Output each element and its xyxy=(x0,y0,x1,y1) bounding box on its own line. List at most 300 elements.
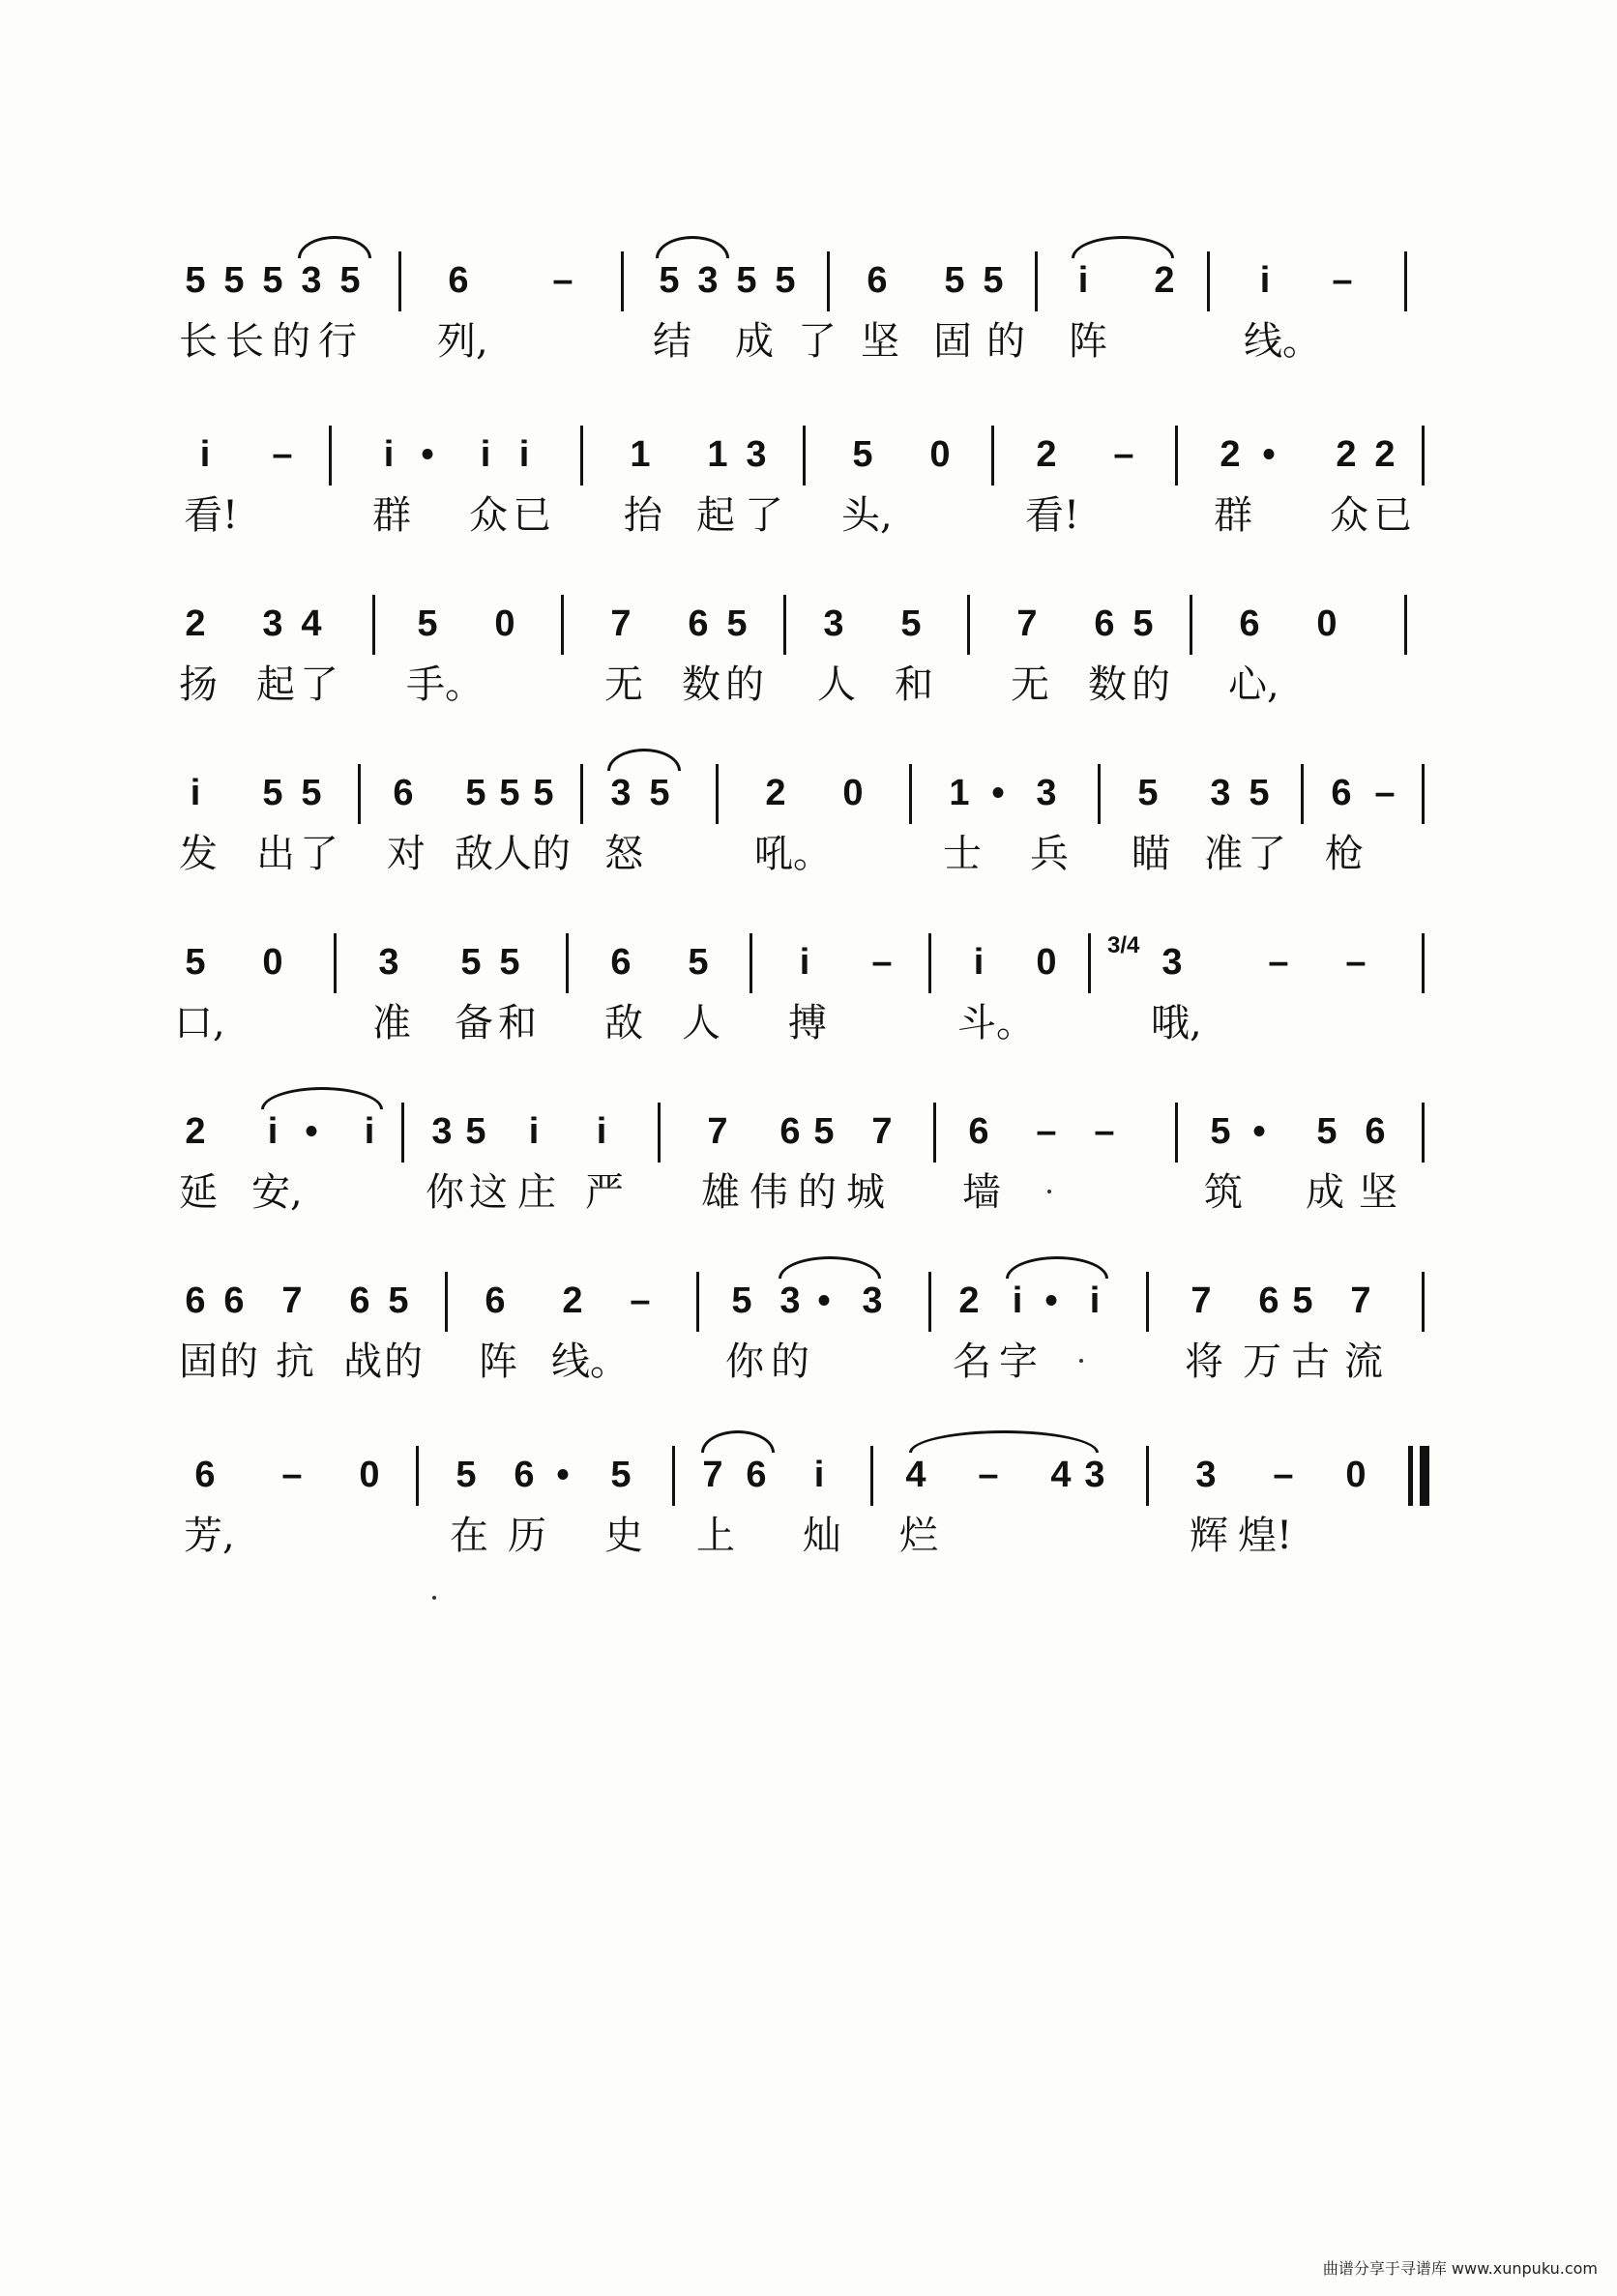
lyric-char: 吼。 xyxy=(754,832,832,876)
note: 6 xyxy=(968,1111,989,1152)
note: i xyxy=(1012,1280,1023,1321)
lyric-char: 对 xyxy=(387,832,426,876)
lyric-char: 准 xyxy=(372,1001,411,1045)
note: 3 xyxy=(610,773,632,813)
note: 5 xyxy=(813,1111,835,1152)
note: i xyxy=(799,942,810,983)
note: 5 xyxy=(185,260,206,301)
note: 6 xyxy=(185,1280,206,1321)
lyric-char: 群 xyxy=(1214,493,1252,538)
note: 7 xyxy=(610,603,632,644)
lyric-char: 无 xyxy=(1011,662,1049,707)
note: 3 xyxy=(1195,1455,1217,1495)
barline xyxy=(372,595,375,655)
note: 5 xyxy=(731,1280,752,1321)
barline xyxy=(416,1446,419,1506)
note: 3 xyxy=(1084,1455,1105,1495)
note: 3 xyxy=(301,260,322,301)
note: 6 xyxy=(688,603,709,644)
note: 5 xyxy=(262,260,283,301)
note: 5 xyxy=(456,1455,477,1495)
note: 1 xyxy=(949,773,970,813)
note: i xyxy=(364,1111,375,1152)
note: 5 xyxy=(610,1455,632,1495)
speck xyxy=(432,1596,436,1600)
lyrics-line xyxy=(174,1168,1431,1217)
dash: – xyxy=(1374,773,1396,813)
note: 6 xyxy=(779,1111,801,1152)
lyrics-line xyxy=(174,317,1431,366)
lyric-char: 已 xyxy=(1373,493,1412,538)
lyric-char: 已 xyxy=(513,493,551,538)
dash: – xyxy=(552,260,573,301)
note: 0 xyxy=(842,773,864,813)
note: 0 xyxy=(1316,603,1338,644)
lyric-char: 坚 xyxy=(861,319,899,364)
note: 0 xyxy=(359,1455,380,1495)
note: i xyxy=(813,1455,825,1495)
note: 5 xyxy=(1249,773,1270,813)
lyric-char: 字 xyxy=(999,1339,1038,1384)
note: 2 xyxy=(1036,434,1057,475)
lyric-char: 的 xyxy=(220,1339,258,1384)
lyric-char: 延 xyxy=(179,1170,218,1215)
lyric-char: 煌! xyxy=(1238,1514,1293,1558)
slur xyxy=(909,1430,1099,1453)
notation-line xyxy=(174,416,1431,503)
lyric-char: 你 xyxy=(426,1170,464,1215)
lyric-char: 古 xyxy=(1291,1339,1330,1384)
dot: • xyxy=(991,773,1005,813)
note: 3 xyxy=(262,603,283,644)
lyric-char: 灿 xyxy=(803,1514,841,1558)
slur xyxy=(779,1256,881,1279)
notation-line xyxy=(174,924,1431,1011)
lyric-char: 数 xyxy=(1088,662,1127,707)
dash: – xyxy=(1268,942,1289,983)
slur xyxy=(1072,236,1174,258)
lyric-char: 历 xyxy=(508,1514,546,1558)
barline xyxy=(1146,1446,1149,1506)
note: 7 xyxy=(707,1111,728,1152)
lyric-char: 众 xyxy=(469,493,508,538)
lyric-char: 墙 xyxy=(962,1170,1001,1215)
note: 5 xyxy=(900,603,922,644)
note: 6 xyxy=(194,1455,216,1495)
lyric-char: 了 xyxy=(798,319,837,364)
lyric-char: 的 xyxy=(798,1170,837,1215)
lyric-char: 长 xyxy=(225,319,264,364)
dash: – xyxy=(1036,1111,1057,1152)
dash: – xyxy=(978,1455,999,1495)
lyric-char: 城 xyxy=(846,1170,885,1215)
note: 1 xyxy=(707,434,728,475)
system-1 xyxy=(174,242,1431,387)
note: 5 xyxy=(185,942,206,983)
note: 5 xyxy=(649,773,670,813)
barline xyxy=(909,764,912,824)
note: 5 xyxy=(1316,1111,1338,1152)
note: 0 xyxy=(1036,942,1057,983)
lyric-char: 哦, xyxy=(1151,1001,1202,1045)
note: 5 xyxy=(852,434,873,475)
lyric-char: 的 xyxy=(986,319,1025,364)
lyrics-line xyxy=(174,999,1431,1047)
lyric-char: 了 xyxy=(300,832,338,876)
note: 6 xyxy=(610,942,632,983)
barline xyxy=(696,1272,699,1332)
note: 7 xyxy=(1016,603,1038,644)
lyric-char: 准 xyxy=(1204,832,1243,876)
speck xyxy=(1079,1359,1083,1363)
barline xyxy=(621,251,624,311)
dash: – xyxy=(871,942,893,983)
note: 3 xyxy=(1036,773,1057,813)
barline xyxy=(561,595,564,655)
lyric-char: 你 xyxy=(725,1339,764,1384)
note: 2 xyxy=(765,773,786,813)
lyrics-line xyxy=(174,661,1431,709)
note: 6 xyxy=(1331,773,1352,813)
dot: • xyxy=(556,1455,570,1495)
note: 2 xyxy=(1154,260,1175,301)
note: 5 xyxy=(223,260,245,301)
dash: – xyxy=(630,1280,651,1321)
note: 5 xyxy=(465,1111,486,1152)
slur xyxy=(298,236,371,258)
lyric-char: 众 xyxy=(1330,493,1368,538)
lyric-char: 看! xyxy=(1025,493,1080,538)
lyric-char: 搏 xyxy=(788,1001,827,1045)
slur xyxy=(701,1430,775,1453)
dash: – xyxy=(1094,1111,1115,1152)
barline xyxy=(445,1272,448,1332)
note: 7 xyxy=(281,1280,303,1321)
note: 5 xyxy=(417,603,438,644)
note: 2 xyxy=(185,1111,206,1152)
barline xyxy=(401,1103,404,1163)
note: 5 xyxy=(339,260,361,301)
note: 5 xyxy=(1210,1111,1231,1152)
note: i xyxy=(190,773,201,813)
note: i xyxy=(199,434,211,475)
barline xyxy=(933,1103,936,1163)
lyric-char: 烂 xyxy=(899,1514,938,1558)
barline xyxy=(1035,251,1038,311)
lyric-char: 和 xyxy=(895,662,933,707)
note: 3 xyxy=(1210,773,1231,813)
lyric-char: 了 xyxy=(1248,832,1286,876)
note: 6 xyxy=(448,260,469,301)
barline xyxy=(1088,933,1091,993)
slur xyxy=(1006,1256,1108,1279)
barline xyxy=(1422,1103,1425,1163)
lyrics-line xyxy=(174,491,1431,540)
note: 0 xyxy=(1345,1455,1367,1495)
dot: • xyxy=(421,434,434,475)
lyric-char: 了 xyxy=(300,662,338,707)
speck xyxy=(1047,1190,1051,1193)
lyric-char: 无 xyxy=(604,662,643,707)
note: 2 xyxy=(1220,434,1241,475)
notation-line xyxy=(174,754,1431,841)
lyric-char: 抬 xyxy=(624,493,662,538)
barline xyxy=(967,595,970,655)
barline xyxy=(1098,764,1101,824)
note: 1 xyxy=(630,434,651,475)
lyric-char: 线。 xyxy=(1244,319,1321,364)
note: 6 xyxy=(1239,603,1260,644)
lyrics-line xyxy=(174,830,1431,878)
note: 5 xyxy=(533,773,554,813)
lyric-char: 怒 xyxy=(604,832,643,876)
lyric-char: 人 xyxy=(493,832,532,876)
note: 6 xyxy=(746,1455,767,1495)
note: i xyxy=(480,434,491,475)
barline xyxy=(329,426,332,486)
note: 6 xyxy=(393,773,414,813)
lyric-char: 战 xyxy=(343,1339,382,1384)
note: 5 xyxy=(983,260,1004,301)
barline xyxy=(783,595,786,655)
lyric-char: 口, xyxy=(174,1001,225,1045)
lyric-char: 的 xyxy=(771,1339,809,1384)
lyric-char: 的 xyxy=(384,1339,423,1384)
dash: – xyxy=(1113,434,1134,475)
dot: • xyxy=(1044,1280,1058,1321)
lyric-char: 线。 xyxy=(551,1339,629,1384)
lyrics-line xyxy=(174,1338,1431,1386)
system-2 xyxy=(174,416,1431,561)
note: 5 xyxy=(388,1280,409,1321)
note: i xyxy=(596,1111,607,1152)
note: 5 xyxy=(944,260,965,301)
system-8 xyxy=(174,1436,1431,1581)
barline xyxy=(1175,426,1178,486)
note: 5 xyxy=(460,942,482,983)
note: 5 xyxy=(499,942,520,983)
note: 3 xyxy=(697,260,719,301)
time-signature: 3/4 xyxy=(1107,932,1140,958)
lyric-char: 将 xyxy=(1185,1339,1223,1384)
lyric-char: 敌 xyxy=(455,832,493,876)
barline xyxy=(827,251,830,311)
lyrics-line xyxy=(174,1512,1431,1560)
note: 5 xyxy=(1132,603,1154,644)
dot: • xyxy=(817,1280,831,1321)
lyric-char: 结 xyxy=(653,319,691,364)
lyric-char: 起 xyxy=(696,493,735,538)
lyric-char: 心, xyxy=(1228,662,1279,707)
barline xyxy=(358,764,361,824)
lyric-char: 筑 xyxy=(1204,1170,1243,1215)
note: 3 xyxy=(779,1280,801,1321)
lyric-char: 备 xyxy=(455,1001,493,1045)
note: 5 xyxy=(301,773,322,813)
lyric-char: 阵 xyxy=(1069,319,1107,364)
note: 5 xyxy=(726,603,748,644)
note: 5 xyxy=(1137,773,1159,813)
final-barline-thin xyxy=(1408,1446,1413,1506)
barline xyxy=(398,251,401,311)
barline xyxy=(672,1446,675,1506)
lyric-char: 上 xyxy=(696,1514,735,1558)
lyric-char: 成 xyxy=(1306,1170,1344,1215)
barline xyxy=(1207,251,1210,311)
barline xyxy=(1175,1103,1178,1163)
slur xyxy=(656,236,729,258)
system-7 xyxy=(174,1262,1431,1407)
lyric-char: 固 xyxy=(933,319,972,364)
note: i xyxy=(383,434,395,475)
note: 3 xyxy=(1161,942,1183,983)
lyric-char: 扬 xyxy=(179,662,218,707)
barline xyxy=(334,933,337,993)
note: i xyxy=(528,1111,540,1152)
lyric-char: 行 xyxy=(318,319,357,364)
note: 2 xyxy=(185,603,206,644)
note: i xyxy=(267,1111,279,1152)
barline xyxy=(1190,595,1192,655)
note: 6 xyxy=(1258,1280,1279,1321)
barline xyxy=(1422,426,1425,486)
barline xyxy=(580,764,583,824)
notation-line xyxy=(174,585,1431,672)
lyric-char: 手。 xyxy=(406,662,484,707)
system-4 xyxy=(174,754,1431,899)
barline xyxy=(1404,251,1407,311)
note: 2 xyxy=(958,1280,980,1321)
note: 5 xyxy=(262,773,283,813)
note: 7 xyxy=(702,1455,723,1495)
lyric-char: 安, xyxy=(251,1170,303,1215)
note: 6 xyxy=(223,1280,245,1321)
note: 5 xyxy=(465,773,486,813)
note: 3 xyxy=(378,942,399,983)
note: 5 xyxy=(659,260,680,301)
note: 6 xyxy=(1365,1111,1386,1152)
note: i xyxy=(1259,260,1271,301)
lyric-char: 和 xyxy=(498,1001,537,1045)
lyric-char: 出 xyxy=(256,832,295,876)
note: i xyxy=(1089,1280,1101,1321)
barline xyxy=(716,764,719,824)
lyric-char: 枪 xyxy=(1325,832,1364,876)
barline xyxy=(1301,764,1304,824)
notation-line xyxy=(174,1262,1431,1349)
note: 7 xyxy=(1191,1280,1212,1321)
lyric-char: 长 xyxy=(179,319,218,364)
dot: • xyxy=(1252,1111,1266,1152)
note: i xyxy=(1077,260,1089,301)
note: 5 xyxy=(1292,1280,1313,1321)
note: 6 xyxy=(349,1280,370,1321)
note: 5 xyxy=(736,260,757,301)
lyric-char: 阵 xyxy=(479,1339,517,1384)
barline xyxy=(1422,1272,1425,1332)
barline xyxy=(991,426,994,486)
note: 2 xyxy=(562,1280,583,1321)
lyric-char: 名 xyxy=(953,1339,991,1384)
barline xyxy=(928,933,931,993)
lyric-char: 敌 xyxy=(604,1001,643,1045)
lyric-char: 斗。 xyxy=(957,1001,1035,1045)
final-barline-thick xyxy=(1420,1446,1429,1506)
lyric-char: 人 xyxy=(817,662,856,707)
barline xyxy=(566,933,569,993)
note: i xyxy=(518,434,530,475)
dot: • xyxy=(305,1111,318,1152)
note: 2 xyxy=(1374,434,1396,475)
barline xyxy=(928,1272,931,1332)
note: 0 xyxy=(929,434,951,475)
notation-line xyxy=(174,242,1431,329)
barline xyxy=(580,426,583,486)
dash: – xyxy=(1345,942,1367,983)
dot: • xyxy=(1262,434,1276,475)
barline xyxy=(803,426,806,486)
note: 4 xyxy=(301,603,322,644)
lyric-char: 头, xyxy=(841,493,893,538)
lyric-char: 人 xyxy=(682,1001,720,1045)
note: 5 xyxy=(775,260,796,301)
lyric-char: 的 xyxy=(532,832,571,876)
site-credit: 曲谱分享于寻谱库 www.xunpuku.com xyxy=(1322,2259,1598,2278)
note: 5 xyxy=(688,942,709,983)
dash: – xyxy=(272,434,293,475)
note: 0 xyxy=(494,603,515,644)
lyric-char: 万 xyxy=(1243,1339,1281,1384)
lyric-char: 这 xyxy=(469,1170,508,1215)
note: 6 xyxy=(485,1280,506,1321)
note: 5 xyxy=(499,773,520,813)
note: 4 xyxy=(1050,1455,1072,1495)
notation-line xyxy=(174,1436,1431,1523)
lyric-char: 起 xyxy=(256,662,295,707)
barline xyxy=(1146,1272,1149,1332)
lyric-char: 史 xyxy=(604,1514,643,1558)
lyric-char: 士 xyxy=(943,832,982,876)
notation-line xyxy=(174,1093,1431,1180)
lyric-char: 兵 xyxy=(1030,832,1069,876)
barline xyxy=(1422,933,1425,993)
note: 0 xyxy=(262,942,283,983)
barline xyxy=(658,1103,661,1163)
slur xyxy=(607,749,681,771)
lyric-char: 雄 xyxy=(701,1170,740,1215)
lyric-char: 发 xyxy=(179,832,218,876)
note: i xyxy=(973,942,985,983)
lyric-char: 群 xyxy=(372,493,411,538)
lyric-char: 数 xyxy=(682,662,720,707)
barline xyxy=(870,1446,873,1506)
lyric-char: 看! xyxy=(184,493,239,538)
note: 3 xyxy=(746,434,767,475)
lyric-char: 辉 xyxy=(1190,1514,1228,1558)
note: 6 xyxy=(1094,603,1115,644)
barline xyxy=(1422,764,1425,824)
lyric-char: 抗 xyxy=(276,1339,314,1384)
note: 3 xyxy=(431,1111,453,1152)
barline xyxy=(1404,595,1407,655)
lyric-char: 在 xyxy=(450,1514,488,1558)
note: 7 xyxy=(1350,1280,1371,1321)
dash: – xyxy=(1332,260,1353,301)
note: 3 xyxy=(823,603,844,644)
barline xyxy=(750,933,752,993)
lyric-char: 的 xyxy=(725,662,764,707)
note: 3 xyxy=(862,1280,883,1321)
